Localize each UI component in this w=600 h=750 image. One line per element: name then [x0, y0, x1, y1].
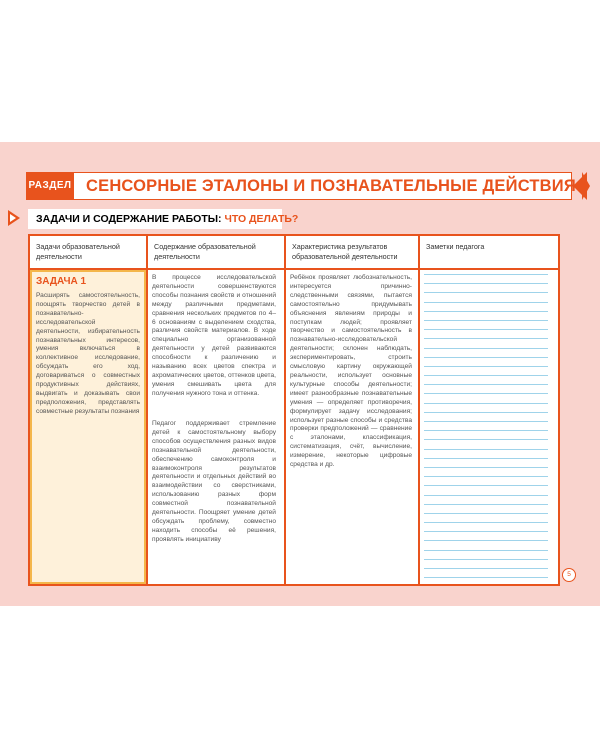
note-line — [424, 531, 548, 532]
note-line — [424, 449, 548, 450]
banner-chevron-tip-icon — [582, 172, 590, 200]
header-tasks: Задачи образовательной деятельности — [36, 242, 120, 261]
note-line — [424, 357, 548, 358]
note-line — [424, 421, 548, 422]
note-line — [424, 393, 548, 394]
results-text: Ребёнок проявляет любознательность, интересуется причинно-следственными связями, пытается самостоятельно придумывать объяснения явлениям природы и поступкам людей; проявляет творчество и самостоятельность в познавательно-исследовательской деятельности; склонен наблюдать, экспериментировать, строить смысловую картину окружающей реальности, использует основные культурные способы деятельности; имеет разнообразные познавательные умения — определяет противоречия, формулирует задачу исследования; использует разные способы и средства проверки предположений — сравнение с эталонами, классификация, систематизация, счёт, вычисление, измерение, некоторые цифровые средства и др. — [290, 274, 412, 469]
task-text: Расширять самостоятельность, поощрять творчество детей в познавательно-исследовательской деятельности, избирательность познавательных интересов, умения включаться в коллективное исследование, обсуждать его ход, договариваться о совместных продуктивных действиях, выдвигать и доказывать свои предположения, представлять совместные результаты познания — [36, 292, 140, 415]
note-line — [424, 467, 548, 468]
play-arrow-inner-icon — [10, 214, 16, 222]
note-line — [424, 476, 548, 477]
note-line — [424, 513, 548, 514]
note-line — [424, 329, 548, 330]
note-line — [424, 430, 548, 431]
table-header-row — [30, 236, 558, 270]
notes-lines[interactable] — [424, 274, 548, 586]
note-line — [424, 283, 548, 284]
header-notes: Заметки педагога — [426, 242, 485, 251]
note-line — [424, 348, 548, 349]
note-line — [424, 375, 548, 376]
section-title-box — [74, 172, 576, 200]
note-line — [424, 320, 548, 321]
note-line — [424, 403, 548, 404]
subheading-label: ЗАДАЧИ И СОДЕРЖАНИЕ РАБОТЫ: — [36, 213, 222, 225]
header-content: Содержание образовательной деятельности — [154, 242, 256, 261]
note-line — [424, 292, 548, 293]
section-title: СЕНСОРНЫЕ ЭТАЛОНЫ И ПОЗНАВАТЕЛЬНЫЕ ДЕЙСТВИЯ — [86, 177, 576, 195]
note-line — [424, 495, 548, 496]
page-number: 5 — [562, 568, 576, 582]
note-line — [424, 311, 548, 312]
column-divider — [146, 236, 148, 584]
note-line — [424, 522, 548, 523]
note-line — [424, 485, 548, 486]
note-line — [424, 302, 548, 303]
note-line — [424, 366, 548, 367]
task-cell — [30, 270, 146, 584]
note-line — [424, 274, 548, 275]
content-text-2: Педагог поддерживает стремление детей к самостоятельному выбору способов осуществления разных видов познавательной деятельности, обеспечению самоконтроля и взаимоконтроля результатов деятельности и отдельных действий во взаимодействии со сверстниками, использованию разных форм совместной познавательной деятельности. Поощряет умение детей обсуждать проблему, совместно находить способы её решения, проявлять инициативу — [152, 420, 276, 543]
content-text-1: В процессе исследовательской деятельности совершенствуются способы познания свойств и отношений между различными предметами, сравнения нескольких предметов по 4–6 основаниям с выделением сходства, различия свойств материалов. В ходе специально организованной деятельности у детей развиваются способности к различению и называнию всех цветов спектра и ахроматических цветов, оттенков цвета, умения смешивать цвета для получения нужного тона и оттенка. — [152, 274, 276, 397]
note-line — [424, 550, 548, 551]
subheading — [28, 209, 299, 229]
content-table — [28, 234, 560, 586]
note-line — [424, 577, 548, 578]
section-tag: РАЗДЕЛ — [26, 172, 74, 200]
section-banner — [26, 172, 576, 200]
note-line — [424, 504, 548, 505]
note-line — [424, 458, 548, 459]
task-title: ЗАДАЧА 1 — [36, 276, 87, 287]
note-line — [424, 540, 548, 541]
header-results: Характеристика результатов образовательной деятельности — [292, 242, 398, 261]
note-line — [424, 559, 548, 560]
column-divider — [418, 236, 420, 584]
subheading-question: ЧТО ДЕЛАТЬ? — [224, 213, 299, 225]
note-line — [424, 439, 548, 440]
column-divider — [284, 236, 286, 584]
note-line — [424, 412, 548, 413]
note-line — [424, 568, 548, 569]
note-line — [424, 338, 548, 339]
note-line — [424, 384, 548, 385]
